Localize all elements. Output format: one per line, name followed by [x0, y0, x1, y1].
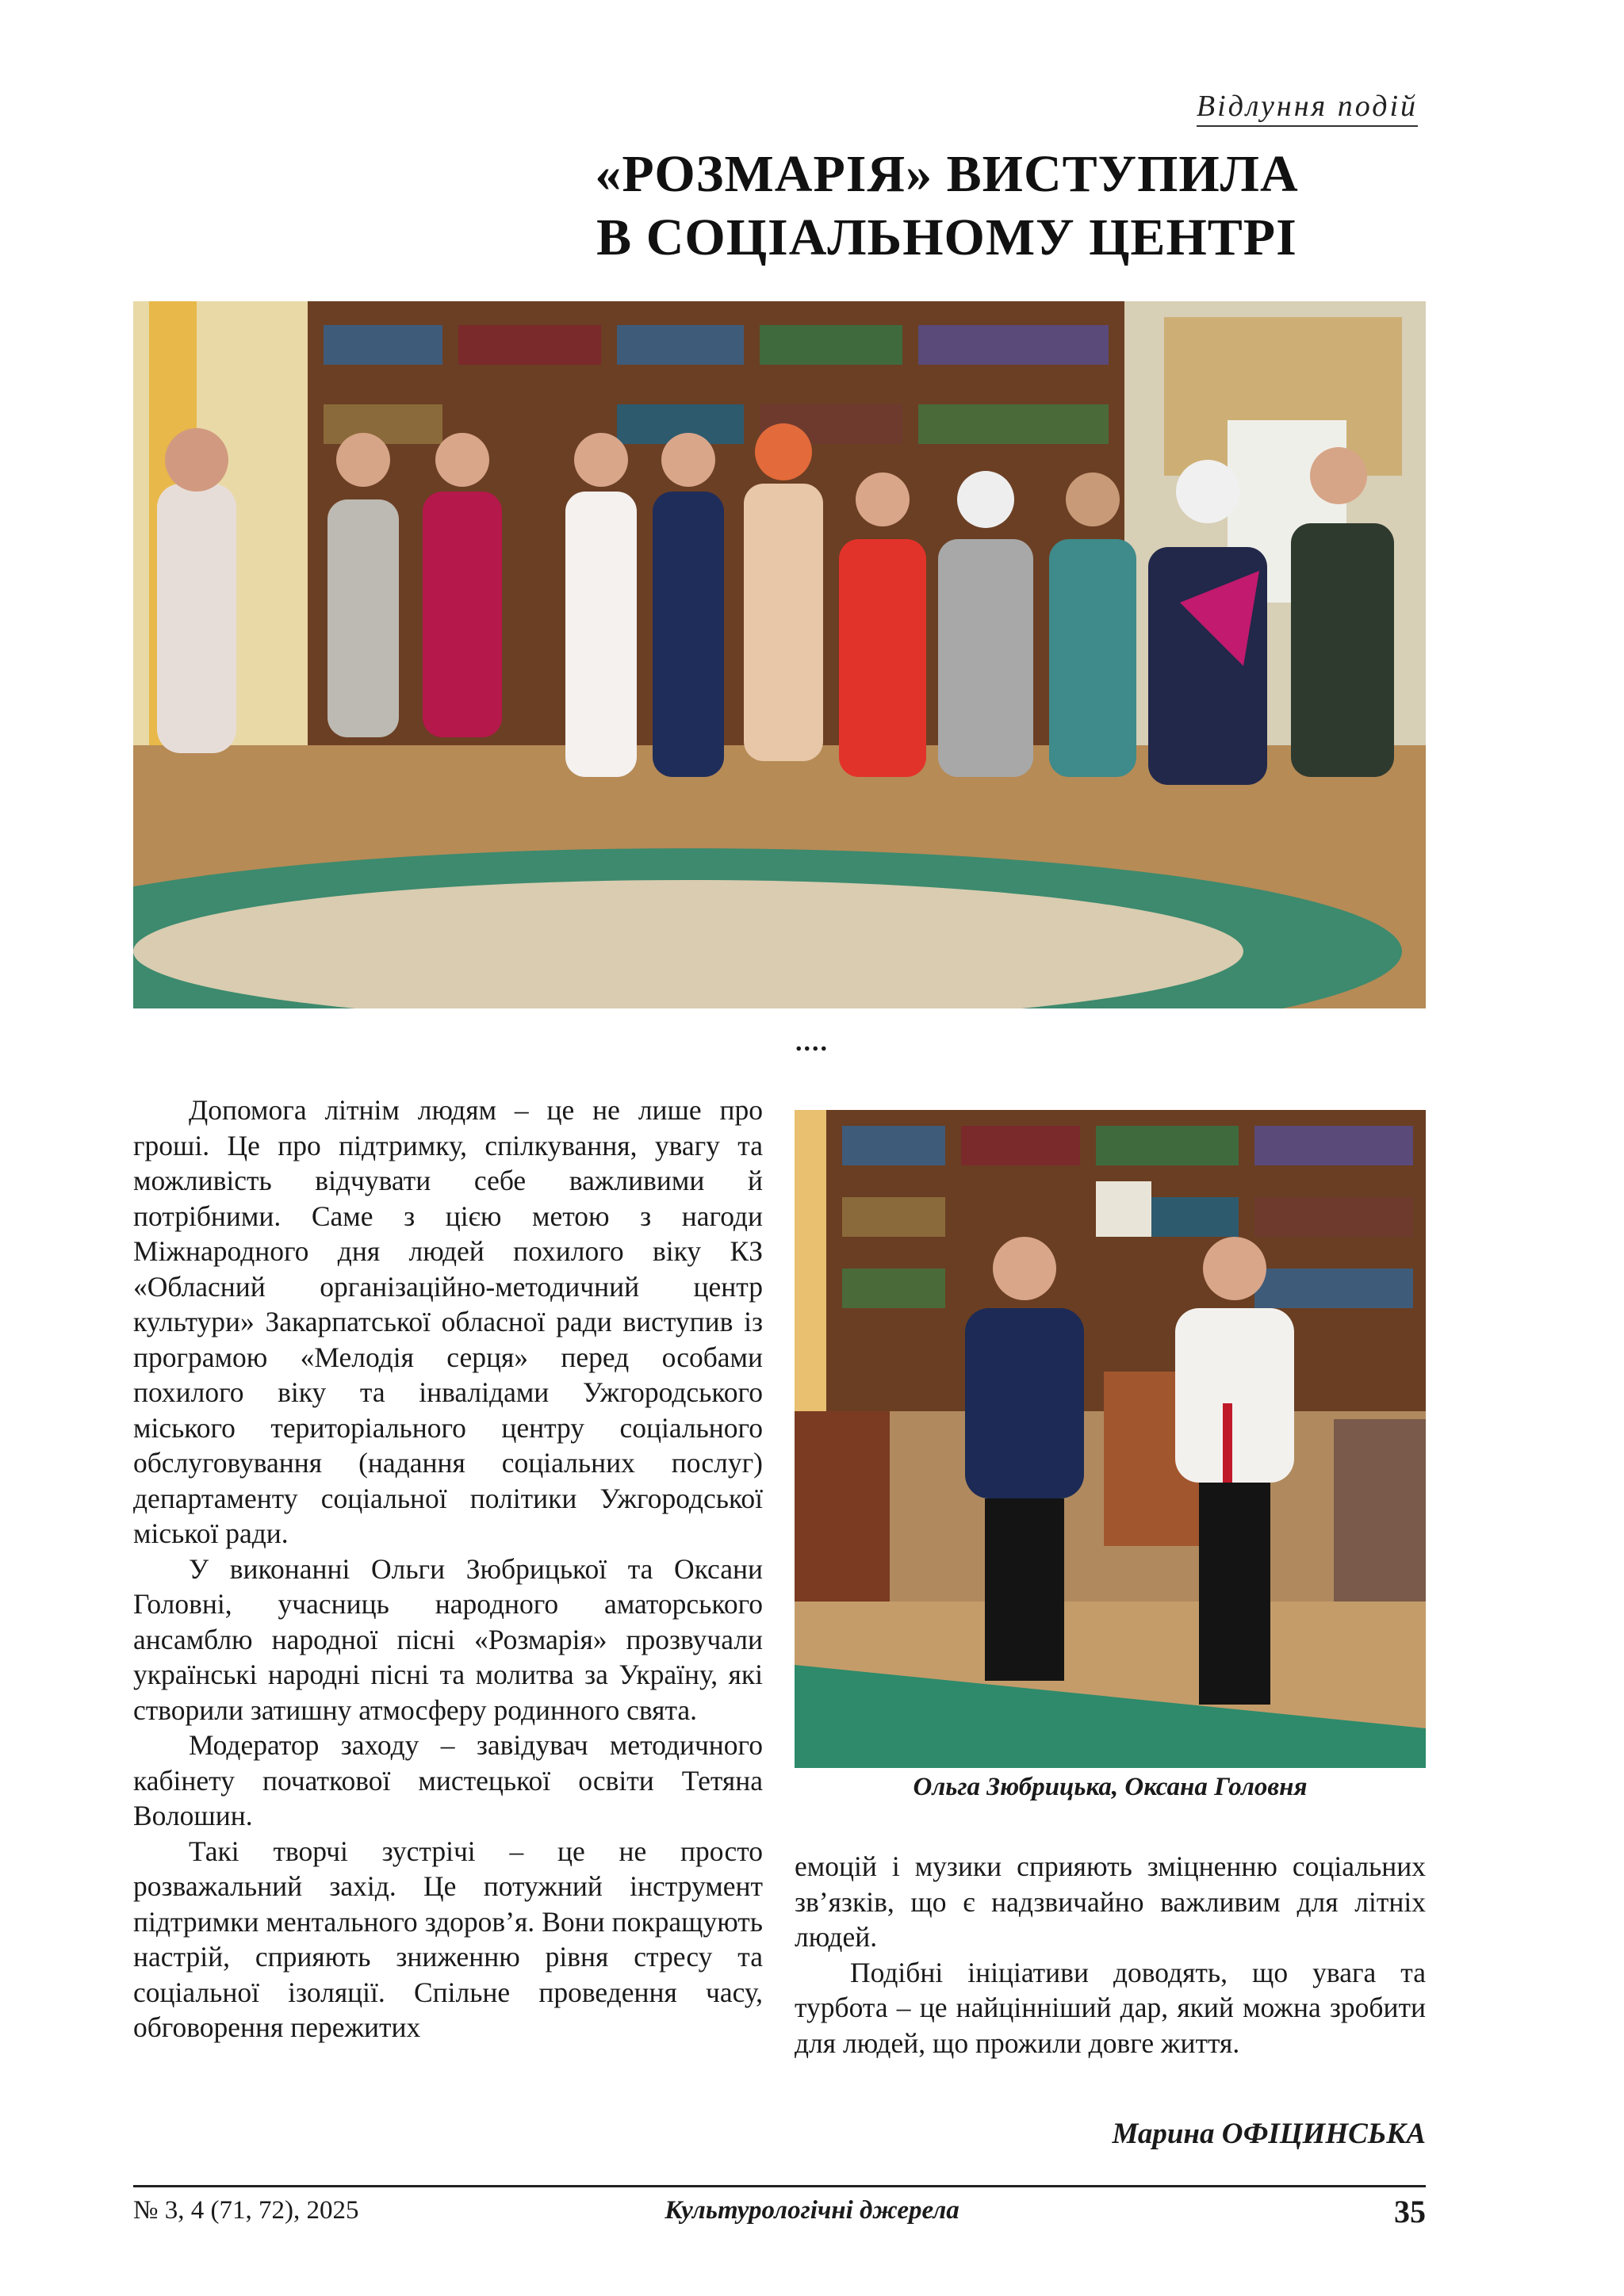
article-column-right: [795, 1849, 1426, 2061]
footer-rule: [133, 2185, 1426, 2187]
title-line-1: «РОЗМАРІЯ» ВИСТУПИЛА: [595, 145, 1299, 203]
separator-dots: ....: [795, 1027, 829, 1057]
paragraph: У виконанні Ольги Зюбрицької та Оксани Головні, учасниць народного аматорського ансамблю народної пісні «Розмарія» прозвучали українські народні пісні та молитва за Україну, які створили затишну атмосферу родинного свята.: [133, 1552, 763, 1726]
paragraph: Такі творчі зустрічі – це не просто розважальний захід. Це потужний інструмент підтримки ментального здоров’я. Вони покращують настрій, сприяють зниженню рівня стресу та соціальної ізоляції. Спільне проведення часу, обговорення пережитих: [133, 1835, 763, 2043]
photo-caption: Ольга Зюбрицька, Оксана Головня: [913, 1773, 1308, 1801]
issue-number: № 3, 4 (71, 72), 2025: [133, 2196, 359, 2225]
author-signature: Марина ОФІЦИНСЬКА: [1112, 2118, 1426, 2150]
page-number: 35: [1394, 2194, 1426, 2229]
paragraph: Подібні ініціативи доводять, що увага та турбота – це найцінніший дар, який можна зробити для людей, що прожили довге життя.: [795, 1956, 1426, 2059]
article-title: [0, 143, 1624, 270]
singers-photo: [795, 1110, 1426, 1768]
article-column-left: [133, 1093, 763, 2045]
journal-name: Культурологічні джерела: [665, 2196, 959, 2225]
paragraph: Допомога літнім людям – це не лише про гроші. Це про підтримку, спілкування, увагу та можливість відчувати себе важливими й потрібними. Саме з цією метою з нагоди Міжнародного дня людей похилого віку КЗ «Обласний організаційно-методичний центр культури» Закарпатської обласної ради виступив із програмою «Мелодія серця» перед особами похилого віку та інвалідами Ужгородського міського територіального центру соціального обслуговування (надання соціальних послуг) департаменту соціальної політики Ужгородської міської ради.: [133, 1094, 763, 1549]
group-photo: [133, 301, 1426, 1008]
paragraph: Модератор заходу – завідувач методичного кабінету початкової мистецької освіти Тетяна Волошин.: [133, 1729, 763, 1831]
title-line-2: В СОЦІАЛЬНОМУ ЦЕНТРІ: [596, 209, 1297, 266]
section-label: Відлуння подій: [1197, 89, 1418, 127]
paragraph-continuation: емоцій і музики сприяють зміцненню соціальних зв’язків, що є надзвичайно важливим для літніх людей.: [795, 1850, 1426, 1953]
